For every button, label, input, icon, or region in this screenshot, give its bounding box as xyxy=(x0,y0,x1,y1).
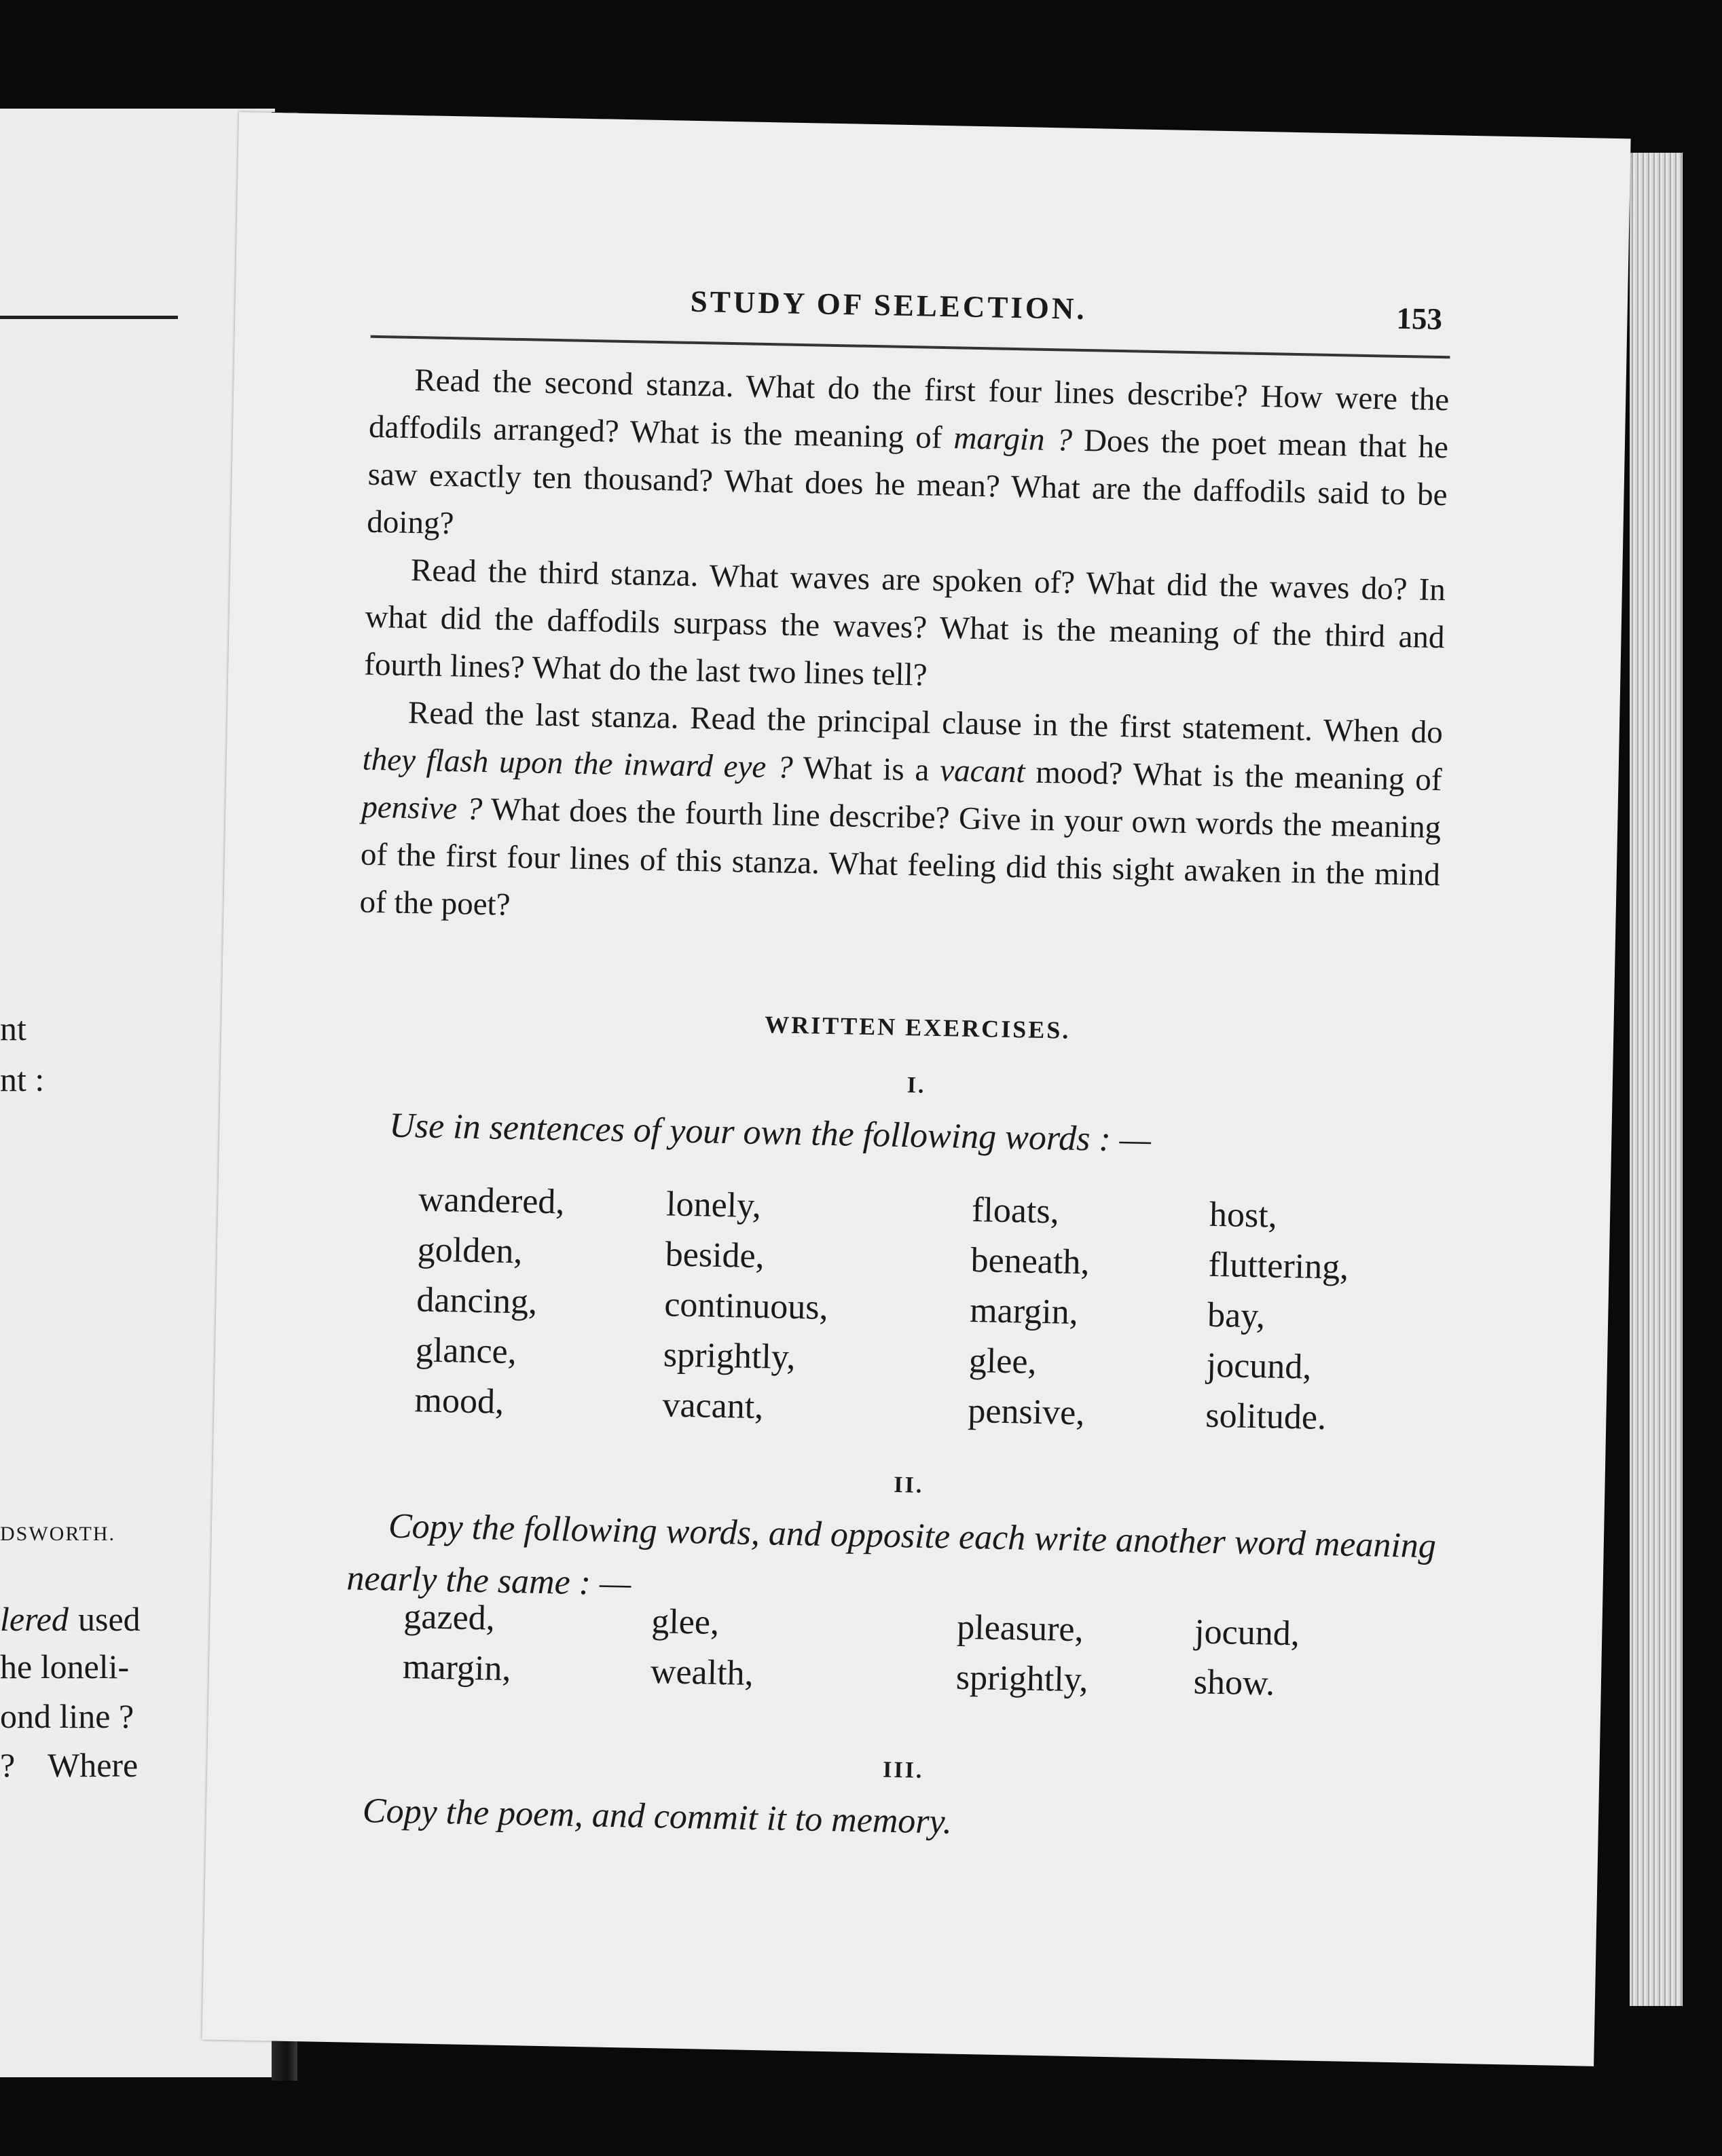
word: gazed, xyxy=(403,1597,496,1638)
page-edges xyxy=(1630,153,1683,2006)
word-column xyxy=(1193,1607,1399,1711)
exercise-instruction: Copy the following words, and opposite each write another word meaning nearly the same : — xyxy=(346,1506,1437,1603)
running-head: STUDY OF SELECTION. xyxy=(690,284,1088,327)
word: solitude. xyxy=(1205,1396,1327,1438)
text-run: Does the poet mean that he saw exactly ten thousand? What does he mean? What are the daffodils said to be doing? xyxy=(366,422,1449,542)
word: beneath, xyxy=(970,1241,1090,1282)
word: margin, xyxy=(402,1648,511,1689)
word-column xyxy=(1205,1190,1414,1445)
text-run: mood? What is the meaning of xyxy=(1025,754,1442,798)
word: jocund, xyxy=(1206,1345,1312,1387)
italic-term: margin ? xyxy=(953,420,1073,458)
word: pleasure, xyxy=(956,1607,1084,1650)
left-fragment: nt xyxy=(0,1009,26,1047)
word: fluttering, xyxy=(1208,1245,1349,1287)
header-rule xyxy=(371,335,1450,359)
word: continuous, xyxy=(663,1285,829,1327)
word: wealth, xyxy=(650,1652,754,1693)
word: margin, xyxy=(969,1290,1079,1333)
word: show. xyxy=(1193,1662,1275,1703)
word-column xyxy=(662,1179,972,1436)
word: glee, xyxy=(651,1602,720,1642)
written-exercises-heading: WRITTEN EXERCISES. xyxy=(764,1011,1071,1044)
paragraph-third-stanza: Read the third stanza. What waves are spoken of? What did the waves do? In what did the daffodils surpass the waves? What is the meaning of the third and fourth lines? What do the last two lines tell? xyxy=(363,552,1446,693)
word: beside, xyxy=(665,1235,765,1276)
paragraph-second-stanza xyxy=(367,356,1450,566)
left-page-rule xyxy=(0,316,178,319)
word: sprightly, xyxy=(663,1335,796,1377)
word: golden, xyxy=(417,1230,523,1271)
left-fragment: DSWORTH. xyxy=(0,1523,116,1545)
word: bay, xyxy=(1207,1295,1266,1336)
exercise-numeral: III. xyxy=(882,1757,924,1783)
left-fragment: used xyxy=(78,1600,141,1638)
exercise-instruction: Use in sentences of your own the following words : — xyxy=(388,1106,1152,1160)
word-column xyxy=(402,1592,652,1697)
word-list xyxy=(414,1174,1414,1445)
word: dancing, xyxy=(416,1280,538,1322)
exercise-numeral: I. xyxy=(906,1073,926,1098)
exercise-instruction: Copy the poem, and commit it to memory. xyxy=(362,1791,953,1842)
word: wandered, xyxy=(418,1180,565,1222)
word: glee, xyxy=(968,1341,1038,1381)
word: floats, xyxy=(971,1191,1060,1231)
word: jocund, xyxy=(1194,1612,1300,1654)
word-column xyxy=(955,1603,1195,1708)
left-fragment: he loneli- xyxy=(0,1648,130,1686)
word-column xyxy=(414,1174,667,1430)
word: lonely, xyxy=(665,1185,762,1226)
paragraph-last-stanza xyxy=(359,688,1443,946)
left-fragment: ond line ? xyxy=(0,1697,134,1735)
word: vacant, xyxy=(662,1386,764,1427)
word: glance, xyxy=(415,1331,517,1372)
left-fragment: ? xyxy=(0,1746,16,1784)
italic-term: pensive ? xyxy=(361,789,483,828)
word-list xyxy=(402,1592,1399,1711)
word: sprightly, xyxy=(955,1658,1088,1700)
text-run: Read the second stanza. What do the first four lines describe? How were the daffodils arranged? What is the meaning of xyxy=(368,363,1450,456)
page-number: 153 xyxy=(1396,301,1443,337)
word: pensive, xyxy=(967,1391,1085,1433)
italic-term: they flash upon the inward eye ? xyxy=(362,741,794,785)
book-page xyxy=(202,112,1630,2066)
word-column xyxy=(968,1185,1210,1441)
left-fragment: Where xyxy=(48,1746,139,1784)
italic-term: vacant xyxy=(939,753,1026,790)
text-run: Read the last stanza. Read the principal clause in the first statement. When do xyxy=(407,694,1444,751)
left-fragment: nt : xyxy=(0,1060,45,1098)
word: mood, xyxy=(414,1381,505,1421)
exercise-numeral: II. xyxy=(894,1472,924,1498)
text-run: What is a xyxy=(792,749,940,788)
left-fragment: lered xyxy=(0,1600,69,1638)
word: host, xyxy=(1209,1195,1278,1235)
word-column xyxy=(650,1597,957,1703)
text-run: What does the fourth line describe? Give in your own words the meaning of the first four lines of this stanza. What feeling did this sight awaken in the mind of the poet? xyxy=(359,792,1442,923)
